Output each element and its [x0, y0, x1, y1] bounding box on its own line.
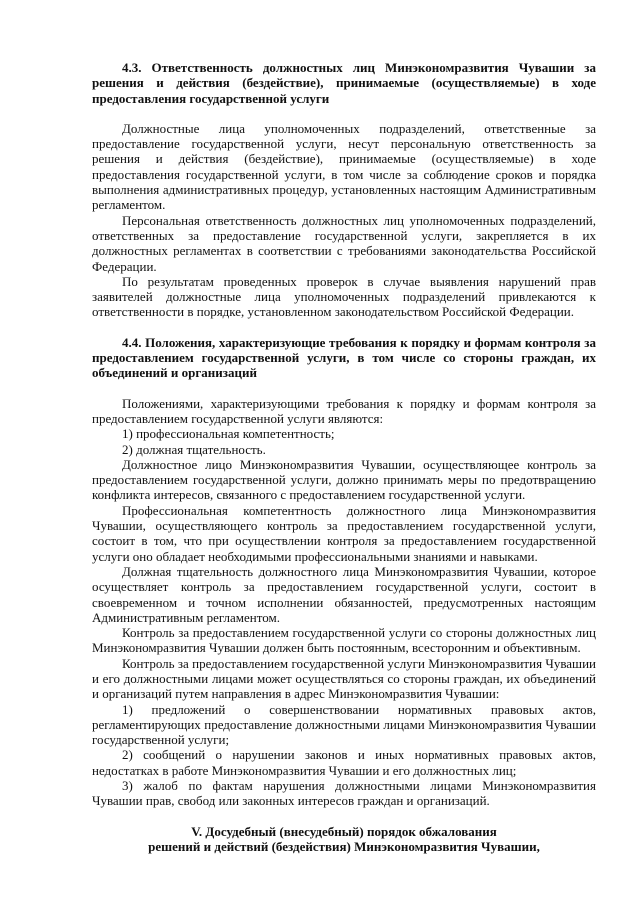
list-item: 2) должная тщательность.: [122, 441, 266, 457]
paragraph: Должная тщательность должностного лица Минэкономразвития Чувашии, которое осуществляет контроль за предоставлением государственной услуги, состоит в своевременном и точном исполнении обязанностей, предусмотренных настоящим Административным регламентом.: [92, 563, 596, 625]
paragraph: Контроль за предоставлением государственной услуги Минэкономразвития Чувашии и его должностными лицами может осуществляться со стороны граждан, их объединений и организаций путем направления в адрес Минэкономразвития Чувашии:: [92, 655, 596, 702]
section-5-title-line-1: V. Досудебный (внесудебный) порядок обжалования: [191, 823, 497, 839]
section-5-title-line-2: решений и действий (бездействия) Минэкономразвития Чувашии,: [148, 838, 540, 854]
section-4-3-heading: 4.3. Ответственность должностных лиц Минэкономразвития Чувашии за решения и действия (бездействие), принимаемые (осуществляемые) в ходе предоставления государственной услуги: [92, 60, 596, 106]
paragraph: Персональная ответственность должностных лиц уполномоченных подразделений, ответственных за предоставление государственной услуги, закрепляется в их должностных регламентах в соответствии с требованиями законодательства Российской Федерации.: [92, 212, 596, 274]
list-item: 1) профессиональная компетентность;: [122, 426, 335, 442]
paragraph: Должностное лицо Минэкономразвития Чувашии, осуществляющее контроль за предоставлением государственной услуги, должно принимать меры по предотвращению конфликта интересов, связанного с предоставлением государственной услуги.: [92, 456, 596, 503]
paragraph: По результатам проведенных проверок в случае выявления нарушений прав заявителей должностные лица уполномоченных подразделений привлекаются к ответственности в порядке, установленном законодательством Российской Федерации.: [92, 273, 596, 320]
paragraph: Положениями, характеризующими требования к порядку и формам контроля за предоставлением государственной услуги являются:: [92, 395, 596, 426]
list-item: 2) сообщений о нарушении законов и иных нормативных правовых актов, недостатках в работе Минэкономразвития Чувашии и его должностных лиц;: [92, 747, 596, 778]
list-item: 3) жалоб по фактам нарушения должностными лицами Минэкономразвития Чувашии прав, свобод или законных интересов граждан и организаций.: [92, 778, 596, 809]
document-page: [92, 60, 596, 854]
paragraph: Профессиональная компетентность должностного лица Минэкономразвития Чувашии, осуществляющего контроль за предоставлением государственной услуги, состоит в том, что при осуществлении контроля за предоставлением государственной услуги оно обладает необходимыми профессиональными знаниями и навыками.: [92, 502, 596, 564]
paragraph: Должностные лица уполномоченных подразделений, ответственные за предоставление государственной услуги, несут персональную ответственность за решения и действия (бездействие), принимаемые (осуществляемые) в ходе предоставления государственной услуги, в том числе за соблюдение сроков и порядка выполнения административных процедур, установленных настоящим Административным регламентом.: [92, 120, 596, 213]
section-4-4-heading: 4.4. Положения, характеризующие требования к порядку и формам контроля за предоставлением государственной услуги, в том числе со стороны граждан, их объединений и организаций: [92, 334, 596, 381]
list-item: 1) предложений о совершенствовании нормативных правовых актов, регламентирующих предоставление должностными лицами Минэкономразвития Чувашии государственной услуги;: [92, 701, 596, 748]
paragraph: Контроль за предоставлением государственной услуги со стороны должностных лиц Минэкономразвития Чувашии должен быть постоянным, всесторонним и объективным.: [92, 625, 596, 656]
